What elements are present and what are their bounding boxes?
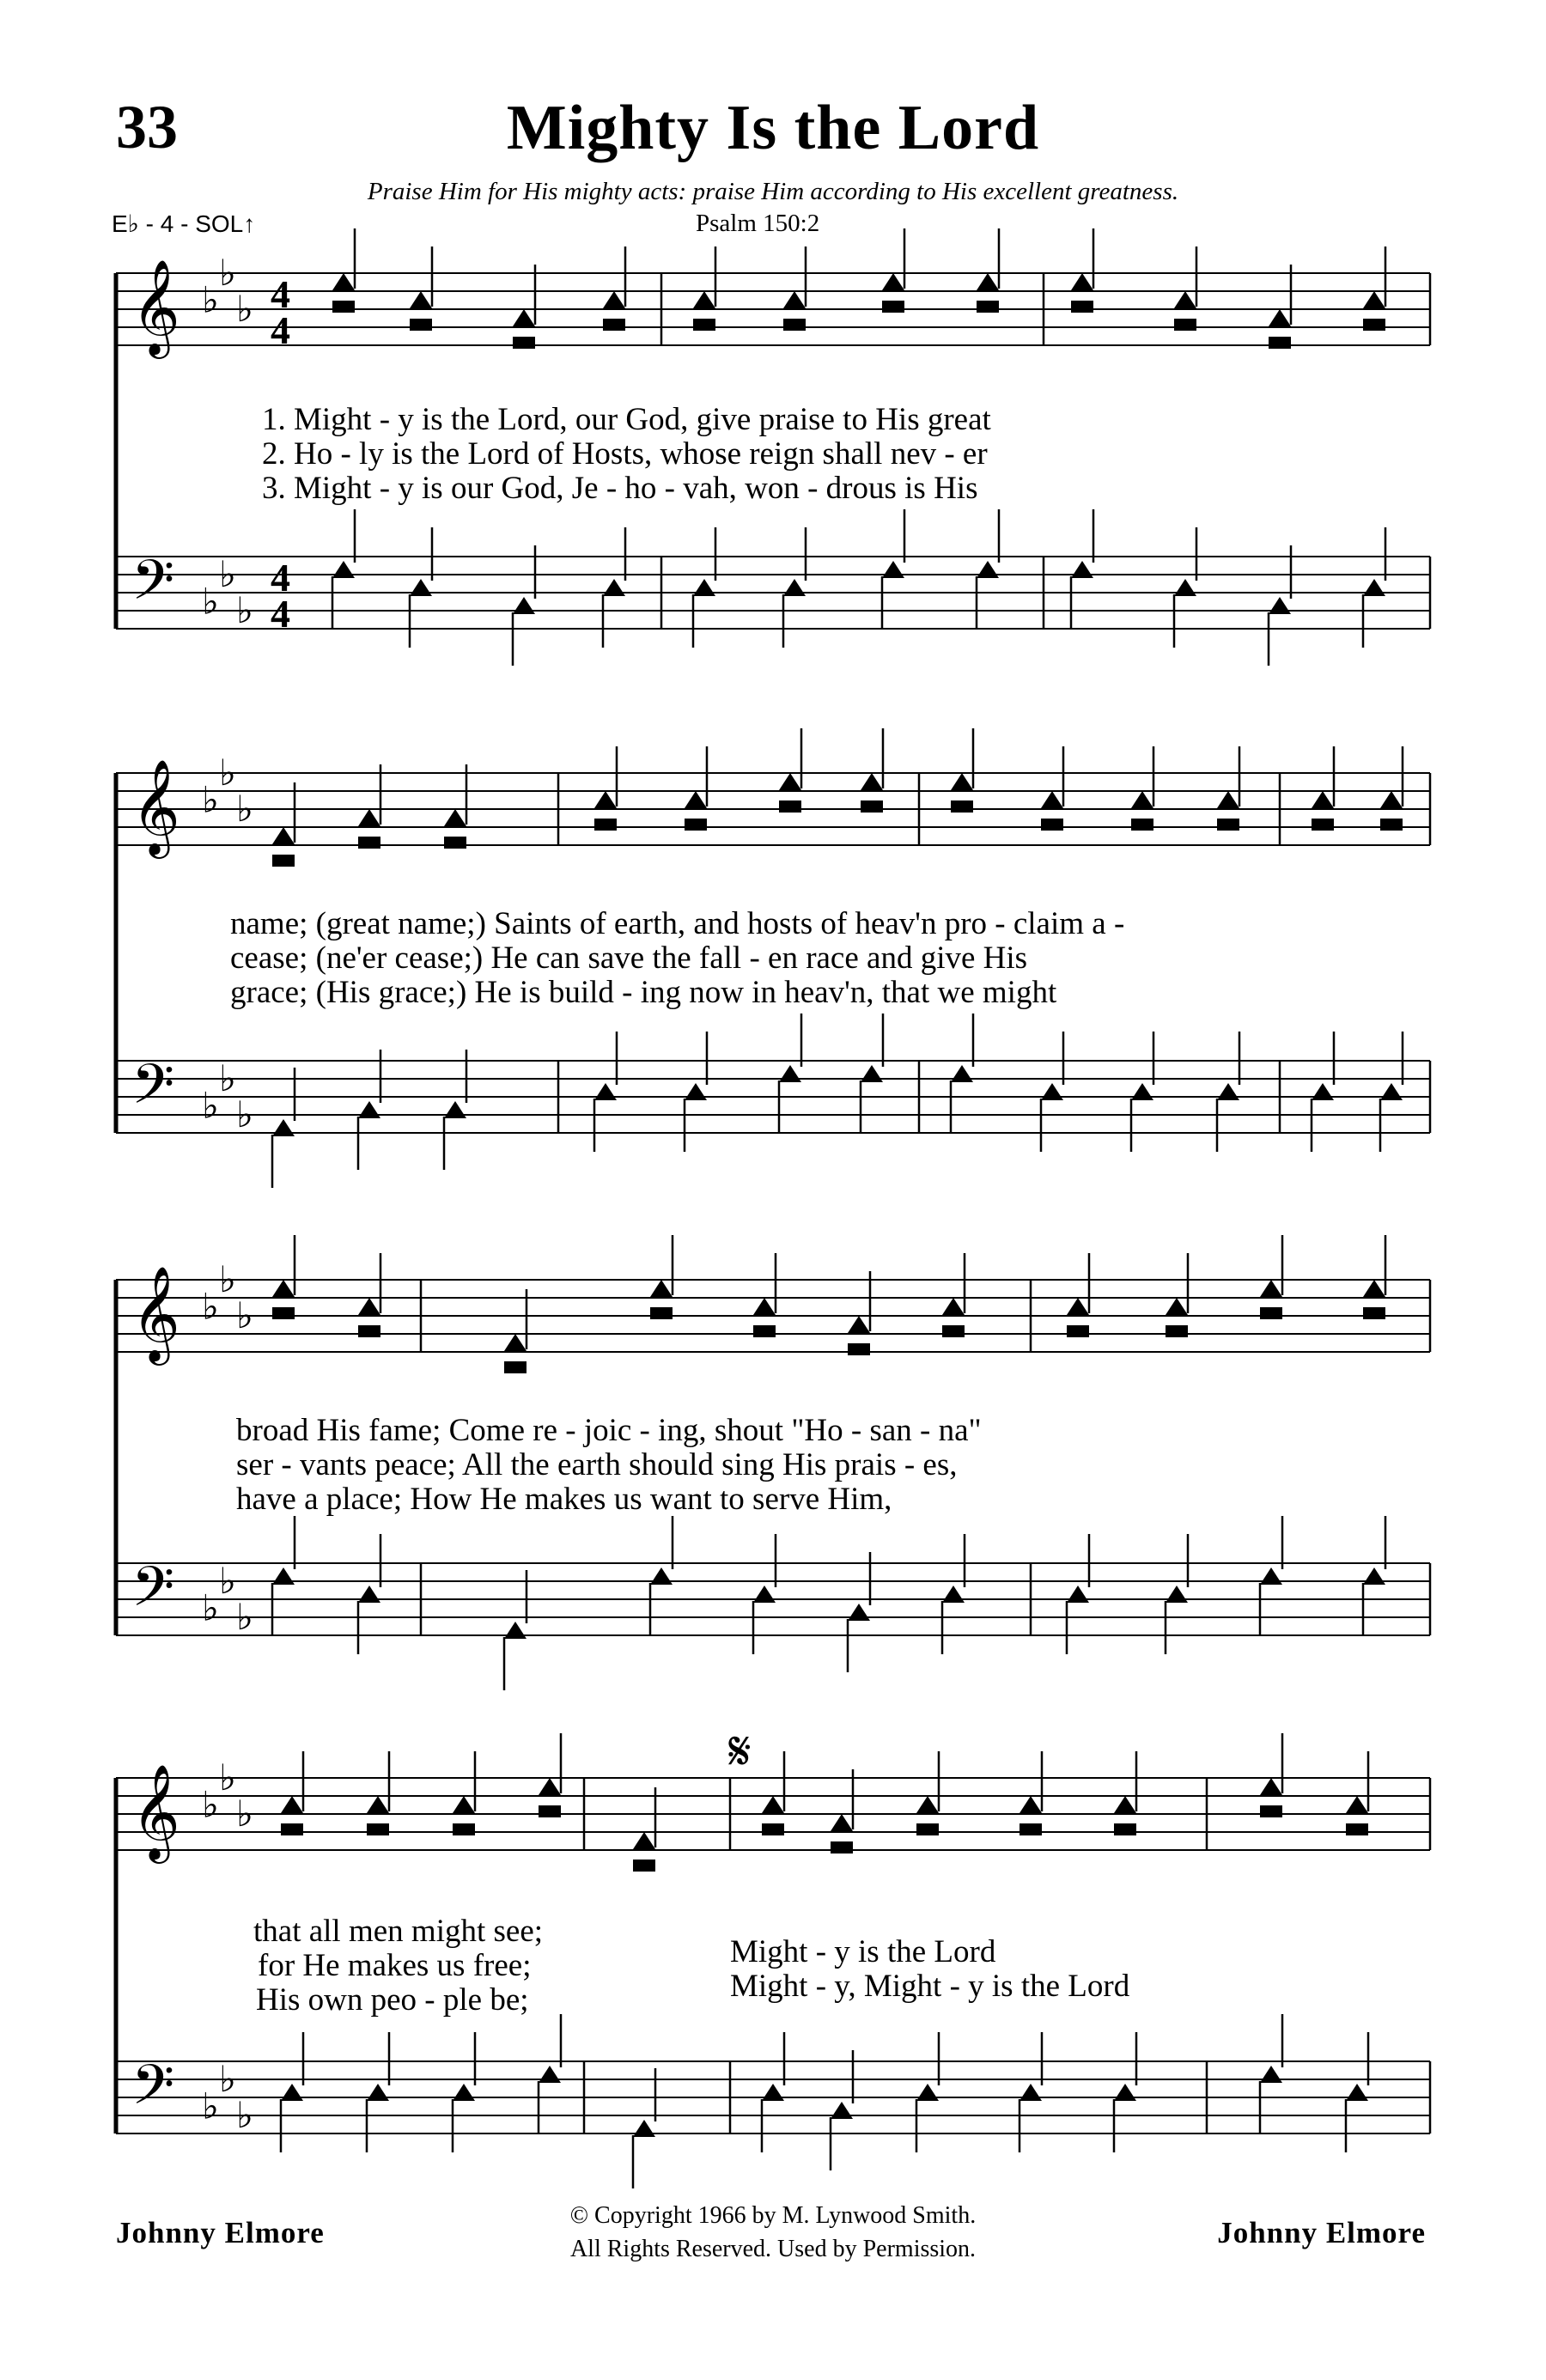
flat-icon: ♭ bbox=[202, 1285, 219, 1328]
time-signature: 4 bbox=[271, 592, 290, 636]
note-head bbox=[779, 1065, 801, 1082]
note-head bbox=[358, 809, 380, 826]
note-head bbox=[1071, 561, 1093, 578]
note-head bbox=[783, 291, 806, 308]
note-head bbox=[1312, 791, 1334, 808]
flat-icon: ♭ bbox=[236, 288, 253, 330]
note-head bbox=[779, 773, 801, 790]
note-head bbox=[1269, 337, 1291, 349]
note-head bbox=[848, 1604, 870, 1621]
note-head bbox=[1260, 1567, 1282, 1585]
note-head bbox=[650, 1280, 673, 1297]
flat-icon: ♭ bbox=[219, 252, 236, 294]
note-head bbox=[1380, 791, 1403, 808]
note-head bbox=[444, 809, 466, 826]
note-head bbox=[882, 561, 904, 578]
note-head bbox=[1346, 2084, 1368, 2101]
note-head bbox=[539, 2066, 561, 2083]
note-head bbox=[848, 1343, 870, 1355]
note-head bbox=[281, 1796, 303, 1813]
note-head bbox=[693, 319, 715, 331]
note-head bbox=[1380, 819, 1403, 831]
note-head bbox=[1269, 597, 1291, 614]
note-head bbox=[685, 791, 707, 808]
note-head bbox=[951, 800, 973, 813]
epigraph: Praise Him for His mighty acts: praise Him according to His excellent greatness. bbox=[367, 178, 1179, 205]
flat-icon: ♭ bbox=[236, 2094, 253, 2136]
note-head bbox=[367, 1823, 389, 1835]
note-head bbox=[594, 791, 617, 808]
note-head bbox=[1312, 1083, 1334, 1100]
note-head bbox=[1217, 1083, 1239, 1100]
note-head bbox=[513, 337, 535, 349]
note-head bbox=[603, 319, 625, 331]
note-head bbox=[1067, 1325, 1089, 1337]
note-head bbox=[831, 1814, 853, 1831]
lyric-s2-v2: cease; (ne'er cease;) He can save the fall - en race and give His bbox=[230, 940, 1028, 976]
note-head bbox=[753, 1298, 776, 1315]
lyric-s3-v3: have a place; How He makes us want to serve Him, bbox=[236, 1482, 892, 1517]
note-head bbox=[633, 2120, 655, 2137]
note-head bbox=[332, 561, 355, 578]
note-head bbox=[444, 837, 466, 849]
note-head bbox=[1380, 1083, 1403, 1100]
lyric-s1-v3: 3. Might - y is our God, Je - ho - vah, won - drous is His bbox=[262, 471, 978, 506]
note-head bbox=[594, 819, 617, 831]
note-head bbox=[861, 800, 883, 813]
note-head bbox=[504, 1622, 526, 1639]
note-head bbox=[1260, 1805, 1282, 1817]
flat-icon: ♭ bbox=[219, 1756, 236, 1799]
note-head bbox=[861, 773, 883, 790]
time-signature: 4 bbox=[271, 308, 290, 352]
note-head bbox=[882, 301, 904, 313]
flat-icon: ♭ bbox=[236, 1294, 253, 1336]
note-head bbox=[272, 1307, 295, 1319]
note-head bbox=[916, 1796, 939, 1813]
note-head bbox=[650, 1307, 673, 1319]
note-head bbox=[1114, 1823, 1136, 1835]
note-head bbox=[539, 1805, 561, 1817]
note-head bbox=[633, 1832, 655, 1849]
refrain-lyric-1: Might - y is the Lord bbox=[730, 1934, 996, 1969]
lyric-s2-v3: grace; (His grace;) He is build - ing now in heav'n, that we might bbox=[230, 975, 1057, 1010]
flat-icon: ♭ bbox=[219, 1057, 236, 1099]
note-head bbox=[1260, 1280, 1282, 1297]
lyric-s4-v2: for He makes us free; bbox=[258, 1948, 532, 1983]
note-head bbox=[272, 1280, 295, 1297]
note-head bbox=[410, 291, 432, 308]
note-head bbox=[1041, 1083, 1063, 1100]
note-head bbox=[594, 1083, 617, 1100]
note-head bbox=[272, 855, 295, 867]
note-head bbox=[685, 1083, 707, 1100]
note-head bbox=[1363, 319, 1385, 331]
scripture-reference: Psalm 150:2 bbox=[696, 210, 820, 237]
flat-icon: ♭ bbox=[236, 1093, 253, 1135]
note-head bbox=[1041, 791, 1063, 808]
note-head bbox=[633, 1860, 655, 1872]
note-head bbox=[1020, 1796, 1042, 1813]
flat-icon: ♭ bbox=[202, 2085, 219, 2127]
note-head bbox=[1067, 1298, 1089, 1315]
note-head bbox=[504, 1334, 526, 1351]
note-head bbox=[1363, 579, 1385, 596]
time-signature: 4 bbox=[271, 272, 290, 316]
note-head bbox=[693, 291, 715, 308]
note-head bbox=[831, 1841, 853, 1853]
note-head bbox=[1020, 2084, 1042, 2101]
note-head bbox=[603, 579, 625, 596]
note-head bbox=[272, 827, 295, 844]
note-head bbox=[1312, 819, 1334, 831]
lyric-s1-v2: 2. Ho - ly is the Lord of Hosts, whose reign shall nev - er bbox=[262, 436, 988, 472]
note-head bbox=[1346, 1823, 1368, 1835]
note-head bbox=[693, 579, 715, 596]
note-head bbox=[831, 2102, 853, 2119]
note-head bbox=[1067, 1586, 1089, 1603]
note-head bbox=[358, 1101, 380, 1118]
note-head bbox=[1166, 1586, 1188, 1603]
copyright-line-2: All Rights Reserved. Used by Permission. bbox=[569, 2236, 977, 2263]
note-head bbox=[977, 301, 999, 313]
note-head bbox=[1131, 791, 1153, 808]
flat-icon: ♭ bbox=[202, 1783, 219, 1826]
note-head bbox=[1174, 579, 1196, 596]
note-head bbox=[1131, 1083, 1153, 1100]
flat-icon: ♭ bbox=[219, 553, 236, 595]
treble-clef-icon: 𝄞 bbox=[131, 758, 180, 855]
note-head bbox=[358, 1325, 380, 1337]
flat-icon: ♭ bbox=[219, 1560, 236, 1602]
author-credit-right: Johnny Elmore bbox=[1217, 2216, 1426, 2249]
note-head bbox=[1041, 819, 1063, 831]
note-head bbox=[453, 1796, 475, 1813]
treble-clef-icon: 𝄞 bbox=[131, 1763, 180, 1860]
note-head bbox=[1260, 1778, 1282, 1795]
flat-icon: ♭ bbox=[219, 1258, 236, 1300]
refrain-lyric-2: Might - y, Might - y is the Lord bbox=[730, 1969, 1130, 2004]
note-head bbox=[410, 319, 432, 331]
note-head bbox=[1363, 1567, 1385, 1585]
note-head bbox=[685, 819, 707, 831]
note-head bbox=[272, 1567, 295, 1585]
note-head bbox=[504, 1361, 526, 1373]
note-head bbox=[882, 273, 904, 290]
author-credit-left: Johnny Elmore bbox=[116, 2216, 325, 2249]
note-head bbox=[951, 773, 973, 790]
note-head bbox=[753, 1325, 776, 1337]
note-head bbox=[281, 2084, 303, 2101]
note-head bbox=[916, 1823, 939, 1835]
hymn-title: Mighty Is the Lord bbox=[506, 93, 1040, 163]
note-head bbox=[281, 1823, 303, 1835]
note-head bbox=[942, 1325, 965, 1337]
note-head bbox=[367, 2084, 389, 2101]
note-head bbox=[753, 1586, 776, 1603]
note-head bbox=[762, 2084, 784, 2101]
note-head bbox=[1174, 291, 1196, 308]
note-head bbox=[783, 319, 806, 331]
note-head bbox=[358, 1298, 380, 1315]
flat-icon: ♭ bbox=[219, 2058, 236, 2100]
note-head bbox=[762, 1823, 784, 1835]
note-head bbox=[1166, 1298, 1188, 1315]
note-head bbox=[1131, 819, 1153, 831]
lyric-s4-v3: His own peo - ple be; bbox=[256, 1982, 529, 2018]
note-head bbox=[1114, 1796, 1136, 1813]
note-head bbox=[1071, 301, 1093, 313]
note-head bbox=[358, 837, 380, 849]
flat-icon: ♭ bbox=[202, 1084, 219, 1127]
note-head bbox=[1166, 1325, 1188, 1337]
note-head bbox=[1217, 819, 1239, 831]
lyric-s3-v1: broad His fame; Come re - joic - ing, shout "Ho - san - na" bbox=[236, 1413, 982, 1448]
note-head bbox=[444, 1101, 466, 1118]
segno-sign: 𝄋 bbox=[728, 1720, 752, 1782]
lyric-s3-v2: ser - vants peace; All the earth should sing His prais - es, bbox=[236, 1447, 958, 1482]
note-head bbox=[942, 1586, 965, 1603]
flat-icon: ♭ bbox=[202, 580, 219, 623]
flat-icon: ♭ bbox=[202, 278, 219, 321]
note-head bbox=[367, 1796, 389, 1813]
flat-icon: ♭ bbox=[236, 1793, 253, 1835]
note-head bbox=[513, 309, 535, 326]
flat-icon: ♭ bbox=[202, 1586, 219, 1629]
note-head bbox=[848, 1316, 870, 1333]
note-head bbox=[1260, 2066, 1282, 2083]
note-head bbox=[358, 1586, 380, 1603]
note-head bbox=[1217, 791, 1239, 808]
note-head bbox=[1363, 1280, 1385, 1297]
note-head bbox=[951, 1065, 973, 1082]
note-head bbox=[783, 579, 806, 596]
note-head bbox=[942, 1298, 965, 1315]
flat-icon: ♭ bbox=[219, 752, 236, 794]
note-head bbox=[410, 579, 432, 596]
key-info: E♭ - 4 - SOL↑ bbox=[112, 210, 256, 237]
copyright-notice bbox=[464, 2199, 1082, 2266]
note-head bbox=[1071, 273, 1093, 290]
note-head bbox=[916, 2084, 939, 2101]
time-signature: 4 bbox=[271, 556, 290, 600]
note-head bbox=[453, 1823, 475, 1835]
note-head bbox=[272, 1119, 295, 1136]
note-head bbox=[1114, 2084, 1136, 2101]
note-head bbox=[977, 561, 999, 578]
note-head bbox=[332, 301, 355, 313]
note-head bbox=[453, 2084, 475, 2101]
treble-clef-icon: 𝄞 bbox=[131, 259, 180, 355]
note-head bbox=[539, 1778, 561, 1795]
lyric-s4-v1: that all men might see; bbox=[253, 1914, 544, 1949]
note-head bbox=[861, 1065, 883, 1082]
note-head bbox=[513, 597, 535, 614]
note-head bbox=[332, 273, 355, 290]
note-head bbox=[977, 273, 999, 290]
note-head bbox=[1174, 319, 1196, 331]
flat-icon: ♭ bbox=[236, 788, 253, 830]
lyric-s1-v1: 1. Might - y is the Lord, our God, give praise to His great bbox=[262, 402, 991, 437]
note-head bbox=[1260, 1307, 1282, 1319]
bass-clef-icon: 𝄢 bbox=[131, 2054, 175, 2131]
note-head bbox=[1363, 1307, 1385, 1319]
note-head bbox=[603, 291, 625, 308]
note-head bbox=[1363, 291, 1385, 308]
note-head bbox=[1020, 1823, 1042, 1835]
note-head bbox=[650, 1567, 673, 1585]
note-head bbox=[1346, 1796, 1368, 1813]
bass-clef-icon: 𝄢 bbox=[131, 1555, 175, 1633]
note-head bbox=[1269, 309, 1291, 326]
note-head bbox=[762, 1796, 784, 1813]
lyric-s2-v1: name; (great name;) Saints of earth, and hosts of heav'n pro - claim a - bbox=[230, 906, 1125, 941]
hymn-number: 33 bbox=[116, 93, 178, 161]
bass-clef-icon: 𝄢 bbox=[131, 549, 175, 626]
bass-clef-icon: 𝄢 bbox=[131, 1053, 175, 1130]
flat-icon: ♭ bbox=[236, 1596, 253, 1638]
flat-icon: ♭ bbox=[202, 778, 219, 821]
copyright-line-1: © Copyright 1966 by M. Lynwood Smith. bbox=[569, 2202, 977, 2229]
note-head bbox=[779, 800, 801, 813]
flat-icon: ♭ bbox=[236, 589, 253, 631]
treble-clef-icon: 𝄞 bbox=[131, 1265, 180, 1361]
